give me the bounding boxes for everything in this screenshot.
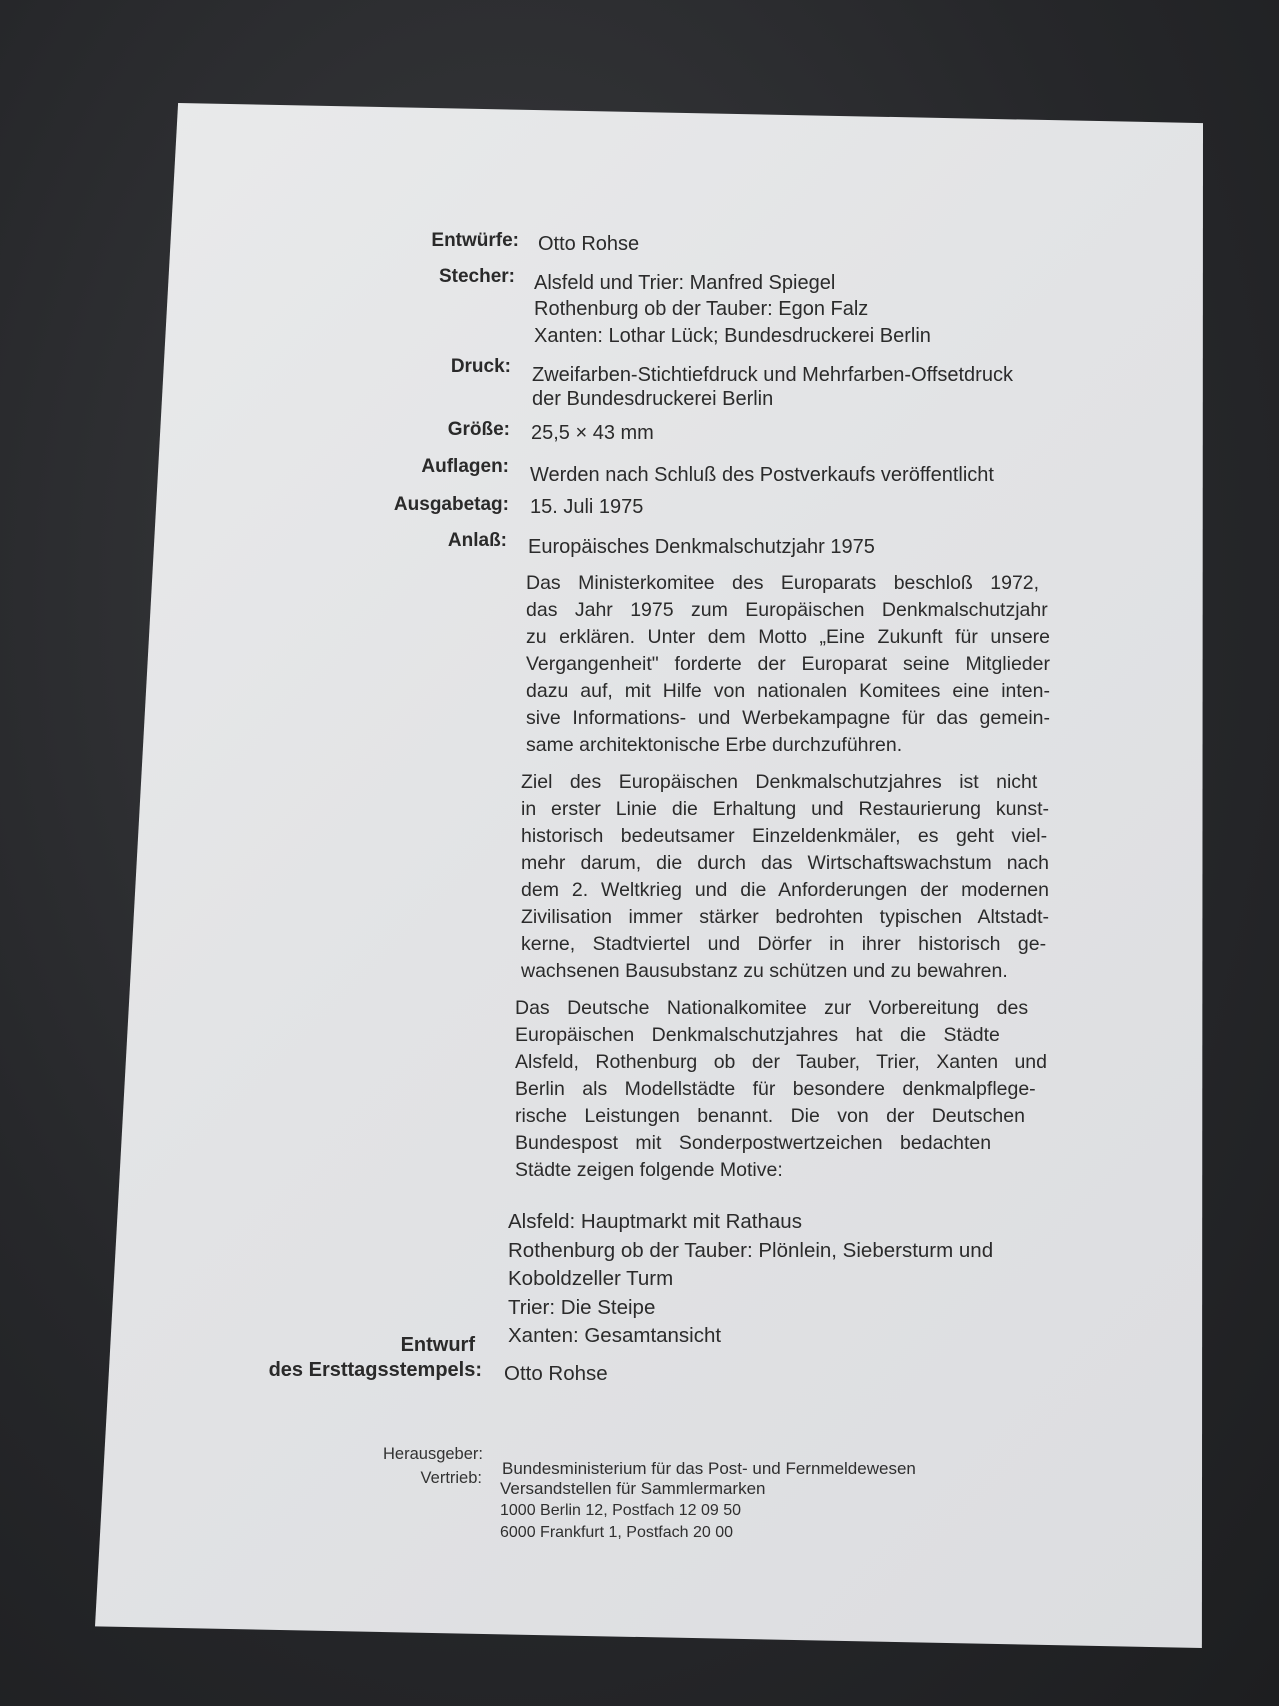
paragraph-2-line: wachsenen Bausubstanz zu schützen und zu bewahren. <box>521 960 1008 982</box>
paragraph-1-line: sive Informations- und Werbekampagne für das gemein- <box>526 707 1050 729</box>
paragraph-3 <box>515 995 1047 1184</box>
vertrieb-line: 1000 Berlin 12, Postfach 12 09 50 <box>500 1502 742 1519</box>
label-stamp-design-line-1: Entwurf <box>400 1334 475 1356</box>
paragraph-2-line: in erster Linie die Erhaltung und Restaurierung kunst- <box>521 798 1049 820</box>
value-anlass: Europäisches Denkmalschutzjahr 1975 <box>528 536 875 558</box>
label-anlass: Anlaß: <box>447 530 507 551</box>
value-vertrieb <box>500 1478 766 1544</box>
motive-item: Trier: Die Steipe <box>508 1295 656 1319</box>
paragraph-3-line: rische Leistungen benannt. Die von der Deutschen <box>515 1105 1025 1127</box>
paragraph-3-line: Europäischen Denkmalschutzjahres hat die Städte <box>515 1024 1000 1046</box>
motive-item: Xanten: Gesamtansicht <box>508 1324 722 1347</box>
value-stecher-line-2: Rothenburg ob der Tauber: Egon Falz <box>534 298 869 320</box>
label-auflagen: Auflagen: <box>421 456 509 477</box>
paragraph-1 <box>526 570 1050 759</box>
paragraph-2-line: historisch bedeutsamer Einzeldenkmäler, es geht viel- <box>521 825 1048 847</box>
label-groesse: Größe: <box>447 419 510 440</box>
paragraph-2 <box>521 769 1049 985</box>
motive-list <box>508 1208 993 1351</box>
value-ausgabetag: 15. Juli 1975 <box>530 496 644 518</box>
paragraph-3-line: Städte zeigen folgende Motive: <box>515 1159 783 1181</box>
paragraph-1-line: zu erklären. Unter dem Motto „Eine Zukunft für unsere <box>526 626 1050 648</box>
paragraph-2-line: Ziel des Europäischen Denkmalschutzjahres ist nicht <box>521 771 1038 793</box>
paragraph-2-line: dem 2. Weltkrieg und die Anforderungen der modernen <box>521 879 1049 901</box>
paragraph-3-line: Das Deutsche Nationalkomitee zur Vorbereitung des <box>515 997 1029 1019</box>
paragraph-2-line: mehr darum, die durch das Wirtschaftswachstum nach <box>521 852 1049 874</box>
value-stecher-line-1: Alsfeld und Trier: Manfred Spiegel <box>534 272 836 294</box>
label-vertrieb: Vertrieb: <box>420 1469 482 1487</box>
paragraph-1-line: das Jahr 1975 zum Europäischen Denkmalschutzjahr <box>526 599 1048 621</box>
value-auflagen: Werden nach Schluß des Postverkaufs veröffentlicht <box>530 464 994 486</box>
value-druck-line-1: Zweifarben-Stichtiefdruck und Mehrfarben-Offsetdruck <box>532 364 1013 386</box>
value-entwuerfe: Otto Rohse <box>538 233 640 255</box>
motive-item: Koboldzeller Turm <box>508 1267 674 1290</box>
value-druck-line-2: der Bundesdruckerei Berlin <box>532 388 774 410</box>
label-stamp-design-line-2: des Ersttagsstempels: <box>268 1359 482 1381</box>
paragraph-3-line: Alsfeld, Rothenburg ob der Tauber, Trier, Xanten und <box>515 1051 1047 1073</box>
motive-item: Alsfeld: Hauptmarkt mit Rathaus <box>508 1210 802 1233</box>
vertrieb-line: 6000 Frankfurt 1, Postfach 20 00 <box>500 1524 734 1541</box>
paragraph-2-line: Zivilisation immer stärker bedrohten typischen Altstadt- <box>521 906 1049 928</box>
value-herausgeber: Bundesministerium für das Post- und Fernmeldewesen <box>502 1459 916 1478</box>
paragraph-2-line: kerne, Stadtviertel und Dörfer in ihrer historisch ge- <box>521 933 1047 955</box>
label-entwuerfe: Entwürfe: <box>431 230 519 251</box>
value-groesse: 25,5 × 43 mm <box>531 422 654 444</box>
paragraph-1-line: dazu auf, mit Hilfe von nationalen Komitees eine inten- <box>526 680 1050 702</box>
label-druck: Druck: <box>450 356 511 377</box>
paragraph-3-line: Berlin als Modellstädte für besondere denkmalpflege- <box>515 1078 1036 1100</box>
paragraph-3-line: Bundespost mit Sonderpostwertzeichen bedachten <box>515 1132 992 1154</box>
paragraph-1-line: same architektonische Erbe durchzuführen. <box>526 734 903 756</box>
value-stecher-line-3: Xanten: Lothar Lück; Bundesdruckerei Berlin <box>534 325 931 347</box>
paragraph-1-line: Das Ministerkomitee des Europarats beschloß 1972, <box>526 572 1040 594</box>
motive-item: Rothenburg ob der Tauber: Plönlein, Siebersturm und <box>508 1238 994 1262</box>
label-stecher: Stecher: <box>438 266 515 287</box>
label-herausgeber: Herausgeber: <box>383 1445 483 1463</box>
vertrieb-line: Versandstellen für Sammlermarken <box>500 1479 766 1498</box>
value-stamp-design: Otto Rohse <box>504 1362 608 1385</box>
label-ausgabetag: Ausgabetag: <box>393 494 509 515</box>
paragraph-1-line: Vergangenheit" forderte der Europarat seine Mitglieder <box>526 653 1050 675</box>
